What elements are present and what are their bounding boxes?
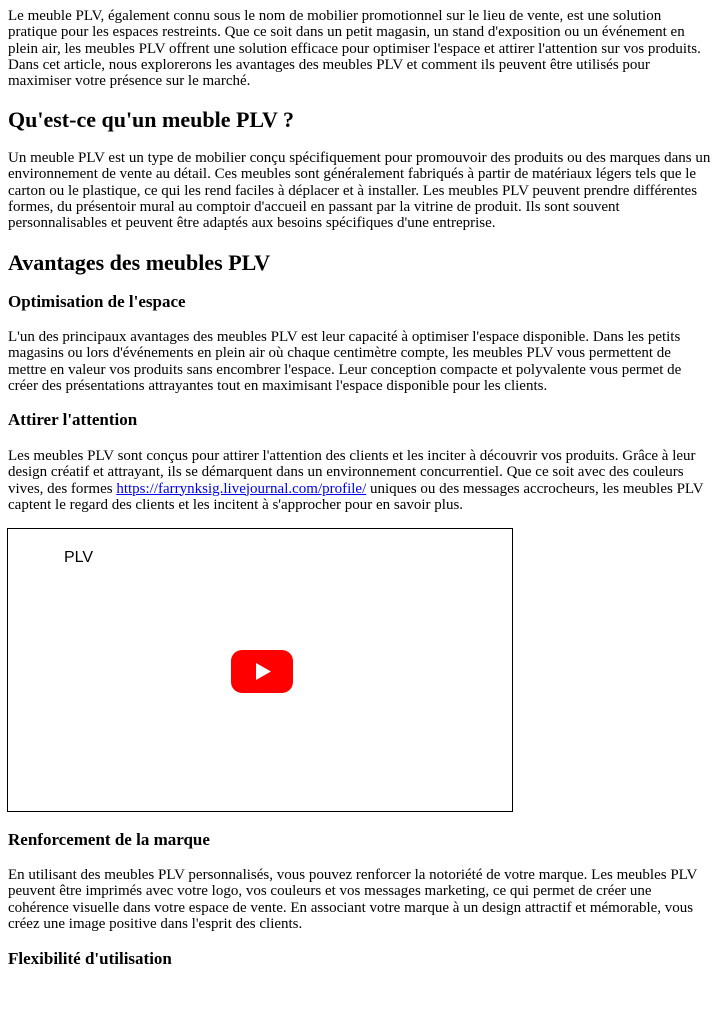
intro-paragraph: Le meuble PLV, également connu sous le nom de mobilier promotionnel sur le lieu de vente, est une solution pratique pour les espaces restreints. Que ce soit dans un petit magasin, un stand d'exposition ou un événement en plein air, les meubles PLV offrent une solution efficace pour optimiser l'espace et attirer l'attention sur vos produits. Dans cet article, nous explorerons les avantages des meubles PLV et comment ils peuvent être utilisés pour maximiser votre présence sur le marché. bbox=[8, 8, 701, 90]
heading-advantages: Avantages des meubles PLV bbox=[8, 250, 271, 275]
paragraph-what-is-plv: Un meuble PLV est un type de mobilier conçu spécifiquement pour promouvoir des produits ou des marques dans un environnement de vente au détail. Ces meubles sont généralement fabriqués à partir de matériaux légers tels que le carton ou le plastique, ce qui les rend faciles à déplacer et à installer. Les meubles PLV peuvent prendre différentes formes, du présentoir mural au comptoir d'accueil en passant par la vitrine de produit. Ils sont souvent personnalisables et peuvent être adaptés aux besoins spécifiques d'une entreprise. bbox=[8, 150, 711, 232]
heading-attract-attention: Attirer l'attention bbox=[8, 410, 138, 429]
heading-space-optimization: Optimisation de l'espace bbox=[8, 292, 186, 311]
profile-link[interactable]: https://farrynksig.livejournal.com/profile/ bbox=[116, 480, 367, 497]
video-title[interactable]: PLV bbox=[64, 549, 94, 566]
paragraph-attract-attention bbox=[8, 448, 712, 513]
video-embed[interactable] bbox=[7, 528, 513, 812]
paragraph-brand-reinforcement: En utilisant des meubles PLV personnalisés, vous pouvez renforcer la notoriété de votre marque. Les meubles PLV peuvent être imprimés avec votre logo, vos couleurs et vos messages marketing, ce qui permet de créer une cohérence visuelle dans votre espace de vente. En associant votre marque à un design attractif et mémorable, vous créez une image positive dans l'esprit des clients. bbox=[8, 867, 698, 932]
attention-text-before: Les meubles PLV sont conçus pour attirer l'attention des clients et les inciter à découvrir vos produits. Grâce à leur design créatif et attrayant, ils se démarquent dans un environnement concurrentiel. Que ce soit avec des couleurs vives, des formes bbox=[8, 448, 696, 497]
heading-brand-reinforcement: Renforcement de la marque bbox=[8, 830, 210, 849]
youtube-play-icon[interactable] bbox=[231, 650, 293, 693]
heading-what-is-plv: Qu'est-ce qu'un meuble PLV ? bbox=[8, 107, 295, 132]
heading-flexibility: Flexibilité d'utilisation bbox=[8, 949, 172, 968]
paragraph-space-optimization: L'un des principaux avantages des meubles PLV est leur capacité à optimiser l'espace disponible. Dans les petits magasins ou lors d'événements en plein air où chaque centimètre compte, les meubles PLV vous permettent de mettre en valeur vos produits sans encombrer l'espace. Leur conception compacte et polyvalente vous permet de créer des présentations attrayantes tout en maximisant l'espace disponible pour les clients. bbox=[8, 329, 682, 394]
attention-text-after: uniques ou des messages accrocheurs, les meubles PLV captent le regard des clients et les incitent à s'approcher pour en savoir plus. bbox=[8, 480, 704, 513]
